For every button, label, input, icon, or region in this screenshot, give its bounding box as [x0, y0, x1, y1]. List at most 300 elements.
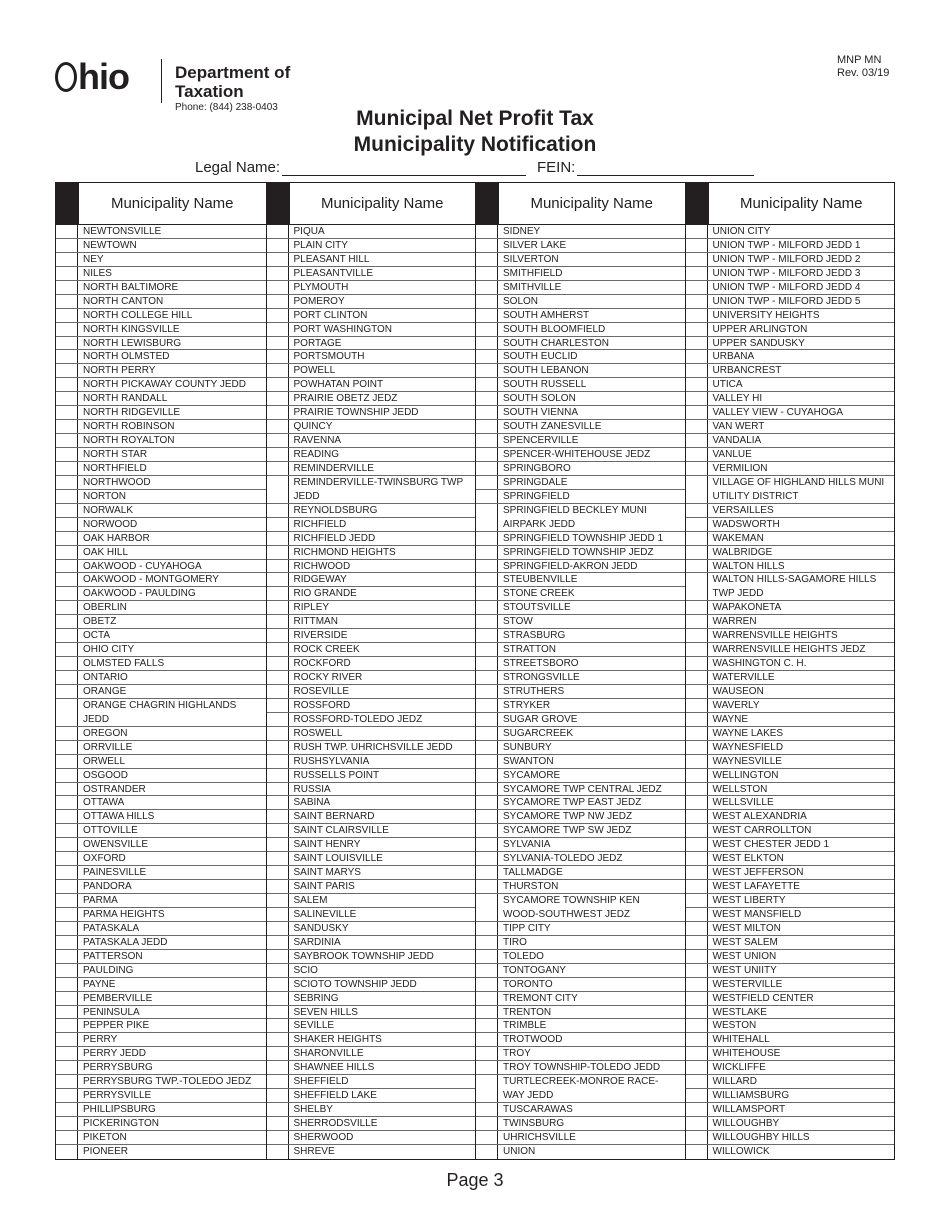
municipality-checkbox[interactable] [686, 281, 708, 294]
municipality-checkbox[interactable] [476, 504, 498, 518]
municipality-checkbox[interactable] [686, 629, 708, 642]
municipality-checkbox[interactable] [476, 490, 498, 503]
municipality-checkbox[interactable] [267, 420, 289, 433]
municipality-checkbox[interactable] [267, 1019, 289, 1032]
municipality-checkbox[interactable] [476, 1006, 498, 1019]
municipality-checkbox[interactable] [476, 309, 498, 322]
municipality-checkbox[interactable] [476, 239, 498, 252]
table-row [267, 1019, 476, 1033]
municipality-checkbox[interactable] [686, 350, 708, 363]
municipality-checkbox[interactable] [267, 1103, 289, 1116]
municipality-checkbox[interactable] [267, 378, 289, 391]
municipality-checkbox[interactable] [56, 992, 78, 1005]
municipality-checkbox[interactable] [56, 741, 78, 754]
municipality-checkbox[interactable] [476, 1061, 498, 1074]
municipality-checkbox[interactable] [56, 601, 78, 614]
municipality-checkbox[interactable] [56, 685, 78, 698]
municipality-checkbox[interactable] [686, 866, 708, 879]
municipality-checkbox[interactable] [686, 699, 708, 712]
municipality-checkbox[interactable] [267, 392, 289, 405]
municipality-checkbox[interactable] [56, 476, 78, 489]
municipality-checkbox[interactable] [476, 755, 498, 768]
municipality-checkbox[interactable] [686, 1047, 708, 1060]
municipality-checkbox[interactable] [686, 992, 708, 1005]
municipality-checkbox[interactable] [476, 727, 498, 740]
municipality-checkbox[interactable] [476, 350, 498, 363]
municipality-checkbox[interactable] [267, 964, 289, 977]
municipality-checkbox[interactable] [476, 741, 498, 754]
municipality-checkbox[interactable] [56, 755, 78, 768]
municipality-checkbox[interactable] [476, 532, 498, 545]
municipality-checkbox[interactable] [476, 281, 498, 294]
municipality-checkbox[interactable] [267, 337, 289, 350]
municipality-checkbox[interactable] [686, 824, 708, 837]
municipality-checkbox[interactable] [267, 741, 289, 754]
municipality-checkbox[interactable] [267, 1061, 289, 1074]
municipality-checkbox[interactable] [267, 1075, 289, 1088]
municipality-checkbox[interactable] [56, 239, 78, 252]
municipality-checkbox[interactable] [686, 295, 708, 308]
municipality-checkbox[interactable] [267, 769, 289, 782]
municipality-checkbox[interactable] [476, 657, 498, 670]
municipality-checkbox[interactable] [476, 546, 498, 559]
municipality-checkbox[interactable] [267, 950, 289, 963]
municipality-checkbox[interactable] [267, 755, 289, 768]
municipality-checkbox[interactable] [56, 1047, 78, 1060]
municipality-checkbox[interactable] [476, 783, 498, 796]
municipality-checkbox[interactable] [56, 838, 78, 851]
municipality-checkbox[interactable] [56, 1103, 78, 1116]
municipality-checkbox[interactable] [56, 253, 78, 266]
municipality-checkbox[interactable] [267, 685, 289, 698]
municipality-name: NORTH RANDALL [83, 393, 168, 405]
municipality-checkbox[interactable] [56, 337, 78, 350]
municipality-checkbox[interactable] [476, 1019, 498, 1032]
municipality-name: OLMSTED FALLS [83, 658, 165, 670]
municipality-checkbox[interactable] [267, 601, 289, 614]
municipality-checkbox[interactable] [267, 1047, 289, 1060]
municipality-checkbox[interactable] [56, 810, 78, 823]
municipality-checkbox[interactable] [267, 1089, 289, 1102]
municipality-checkbox[interactable] [476, 964, 498, 977]
municipality-checkbox[interactable] [476, 894, 498, 908]
municipality-checkbox[interactable] [686, 239, 708, 252]
municipality-checkbox[interactable] [686, 546, 708, 559]
municipality-checkbox[interactable] [56, 587, 78, 600]
municipality-checkbox[interactable] [476, 978, 498, 991]
table-row [56, 267, 266, 281]
municipality-checkbox[interactable] [476, 1117, 498, 1130]
municipality-checkbox[interactable] [267, 866, 289, 879]
municipality-checkbox[interactable] [267, 1145, 289, 1159]
municipality-checkbox[interactable] [56, 406, 78, 419]
municipality-checkbox[interactable] [267, 225, 289, 238]
municipality-checkbox[interactable] [476, 420, 498, 433]
municipality-checkbox[interactable] [686, 518, 708, 531]
legal-name-field [195, 159, 526, 176]
municipality-name: STRYKER [503, 699, 551, 711]
municipality-checkbox[interactable] [686, 936, 708, 949]
municipality-checkbox[interactable] [267, 462, 289, 475]
municipality-checkbox[interactable] [686, 657, 708, 670]
municipality-checkbox[interactable] [686, 852, 708, 865]
municipality-checkbox[interactable] [56, 392, 78, 405]
municipality-checkbox[interactable] [686, 769, 708, 782]
municipality-checkbox[interactable] [267, 518, 289, 531]
municipality-checkbox[interactable] [686, 643, 708, 656]
municipality-checkbox[interactable] [476, 824, 498, 837]
municipality-checkbox[interactable] [686, 337, 708, 350]
municipality-checkbox[interactable] [476, 713, 498, 726]
municipality-checkbox[interactable] [56, 560, 78, 573]
municipality-checkbox[interactable] [476, 796, 498, 809]
municipality-checkbox[interactable] [686, 894, 708, 907]
municipality-checkbox[interactable] [56, 783, 78, 796]
municipality-checkbox[interactable] [476, 671, 498, 684]
municipality-checkbox[interactable] [686, 1145, 708, 1159]
municipality-checkbox[interactable] [267, 309, 289, 322]
municipality-checkbox[interactable] [686, 950, 708, 963]
municipality-checkbox[interactable] [476, 992, 498, 1005]
municipality-checkbox[interactable] [267, 1117, 289, 1130]
municipality-checkbox[interactable] [267, 615, 289, 628]
municipality-checkbox[interactable] [56, 769, 78, 782]
municipality-checkbox[interactable] [686, 1117, 708, 1130]
municipality-checkbox[interactable] [476, 225, 498, 238]
municipality-checkbox[interactable] [476, 378, 498, 391]
municipality-checkbox[interactable] [476, 615, 498, 628]
municipality-checkbox[interactable] [56, 922, 78, 935]
municipality-checkbox[interactable] [56, 1019, 78, 1032]
table-row [56, 1145, 266, 1159]
municipality-checkbox[interactable] [686, 1131, 708, 1144]
municipality-name: WELLINGTON [712, 769, 779, 781]
municipality-checkbox[interactable] [476, 406, 498, 419]
table-row [476, 392, 685, 406]
municipality-checkbox[interactable] [476, 1131, 498, 1144]
table-row [686, 267, 895, 281]
municipality-checkbox[interactable] [267, 281, 289, 294]
municipality-checkbox[interactable] [56, 309, 78, 322]
municipality-checkbox[interactable] [686, 755, 708, 768]
municipality-checkbox[interactable] [56, 936, 78, 949]
municipality-checkbox[interactable] [267, 267, 289, 280]
municipality-checkbox[interactable] [476, 852, 498, 865]
municipality-checkbox[interactable] [267, 323, 289, 336]
municipality-checkbox[interactable] [56, 796, 78, 809]
municipality-name: RICHMOND HEIGHTS [293, 546, 396, 558]
municipality-checkbox[interactable] [56, 573, 78, 586]
municipality-checkbox[interactable] [267, 894, 289, 907]
municipality-checkbox[interactable] [267, 239, 289, 252]
municipality-checkbox[interactable] [686, 1006, 708, 1019]
municipality-checkbox[interactable] [686, 1089, 708, 1102]
municipality-checkbox[interactable] [56, 420, 78, 433]
municipality-checkbox[interactable] [267, 448, 289, 461]
municipality-checkbox[interactable] [686, 978, 708, 991]
municipality-checkbox[interactable] [267, 796, 289, 809]
municipality-checkbox[interactable] [56, 462, 78, 475]
municipality-checkbox[interactable] [56, 295, 78, 308]
municipality-checkbox[interactable] [476, 267, 498, 280]
municipality-checkbox[interactable] [476, 392, 498, 405]
municipality-checkbox[interactable] [476, 560, 498, 573]
table-row [686, 796, 895, 810]
municipality-checkbox[interactable] [476, 1103, 498, 1116]
municipality-checkbox[interactable] [56, 504, 78, 517]
municipality-checkbox[interactable] [686, 810, 708, 823]
municipality-checkbox[interactable] [56, 1131, 78, 1144]
municipality-checkbox[interactable] [56, 1075, 78, 1088]
municipality-checkbox[interactable] [686, 532, 708, 545]
municipality-checkbox [267, 490, 289, 503]
municipality-checkbox[interactable] [56, 629, 78, 642]
municipality-checkbox[interactable] [267, 1006, 289, 1019]
municipality-checkbox[interactable] [56, 880, 78, 893]
table-row [686, 727, 895, 741]
table-row [267, 727, 476, 741]
table-row [56, 1075, 266, 1089]
municipality-checkbox[interactable] [56, 866, 78, 879]
municipality-checkbox[interactable] [686, 908, 708, 921]
municipality-checkbox[interactable] [267, 713, 289, 726]
municipality-checkbox[interactable] [56, 1089, 78, 1102]
municipality-checkbox[interactable] [56, 434, 78, 447]
municipality-checkbox[interactable] [56, 225, 78, 238]
municipality-checkbox[interactable] [56, 615, 78, 628]
municipality-checkbox[interactable] [686, 964, 708, 977]
municipality-checkbox[interactable] [686, 922, 708, 935]
municipality-checkbox[interactable] [686, 1061, 708, 1074]
municipality-checkbox[interactable] [686, 796, 708, 809]
municipality-checkbox[interactable] [267, 504, 289, 517]
municipality-name: RICHWOOD [293, 560, 351, 572]
municipality-checkbox[interactable] [686, 1033, 708, 1046]
municipality-checkbox[interactable] [686, 880, 708, 893]
municipality-checkbox[interactable] [686, 1103, 708, 1116]
municipality-checkbox[interactable] [686, 267, 708, 280]
municipality-checkbox[interactable] [476, 866, 498, 879]
municipality-checkbox[interactable] [267, 838, 289, 851]
legal-name-input[interactable] [282, 160, 526, 176]
municipality-name: PERRYSVILLE [83, 1090, 152, 1102]
municipality-checkbox[interactable] [56, 657, 78, 670]
municipality-name: ONTARIO [83, 672, 128, 683]
municipality-checkbox[interactable] [56, 490, 78, 503]
municipality-checkbox[interactable] [686, 420, 708, 433]
municipality-checkbox[interactable] [476, 601, 498, 614]
municipality-checkbox[interactable] [476, 448, 498, 461]
municipality-checkbox[interactable] [56, 532, 78, 545]
municipality-checkbox[interactable] [476, 629, 498, 642]
municipality-checkbox[interactable] [56, 378, 78, 391]
municipality-checkbox[interactable] [476, 1033, 498, 1046]
municipality-checkbox[interactable] [56, 699, 78, 713]
municipality-checkbox[interactable] [476, 1047, 498, 1060]
municipality-checkbox[interactable] [56, 546, 78, 559]
municipality-checkbox[interactable] [267, 434, 289, 447]
table-row [267, 364, 476, 378]
municipality-checkbox[interactable] [267, 560, 289, 573]
municipality-checkbox[interactable] [686, 364, 708, 377]
municipality-name: SYCAMORE TOWNSHIP KEN [503, 895, 640, 906]
municipality-checkbox[interactable] [267, 476, 289, 490]
municipality-checkbox[interactable] [267, 978, 289, 991]
municipality-checkbox[interactable] [267, 699, 289, 712]
municipality-checkbox[interactable] [476, 434, 498, 447]
fein-field [537, 159, 754, 176]
municipality-column [56, 183, 266, 1159]
municipality-checkbox[interactable] [476, 573, 498, 586]
municipality-checkbox[interactable] [476, 253, 498, 266]
municipality-checkbox[interactable] [686, 783, 708, 796]
municipality-checkbox[interactable] [476, 838, 498, 851]
table-row [56, 406, 266, 420]
municipality-checkbox[interactable] [476, 936, 498, 949]
municipality-checkbox[interactable] [56, 671, 78, 684]
municipality-checkbox[interactable] [476, 685, 498, 698]
municipality-checkbox[interactable] [476, 295, 498, 308]
municipality-checkbox[interactable] [267, 546, 289, 559]
municipality-checkbox[interactable] [686, 392, 708, 405]
municipality-checkbox[interactable] [267, 657, 289, 670]
municipality-name: PATASKALA JEDD [83, 936, 168, 948]
municipality-checkbox[interactable] [56, 908, 78, 921]
municipality-checkbox[interactable] [686, 1075, 708, 1088]
municipality-name: WILLIAMSBURG [712, 1090, 790, 1102]
municipality-checkbox[interactable] [267, 727, 289, 740]
municipality-name: OHIO CITY [83, 644, 135, 656]
municipality-checkbox[interactable] [476, 950, 498, 963]
municipality-checkbox[interactable] [267, 922, 289, 935]
municipality-checkbox[interactable] [56, 978, 78, 991]
municipality-checkbox[interactable] [686, 615, 708, 628]
municipality-checkbox[interactable] [56, 894, 78, 907]
fein-input[interactable] [577, 160, 754, 176]
municipality-checkbox[interactable] [686, 448, 708, 461]
municipality-checkbox[interactable] [267, 783, 289, 796]
municipality-checkbox[interactable] [267, 810, 289, 823]
municipality-checkbox[interactable] [686, 560, 708, 573]
municipality-name: VANDALIA [712, 435, 762, 447]
municipality-checkbox[interactable] [56, 1061, 78, 1074]
municipality-name: TONTOGANY [503, 964, 566, 976]
municipality-checkbox[interactable] [56, 1033, 78, 1046]
municipality-checkbox[interactable] [56, 964, 78, 977]
municipality-checkbox[interactable] [56, 267, 78, 280]
municipality-checkbox[interactable] [267, 936, 289, 949]
municipality-checkbox[interactable] [476, 810, 498, 823]
municipality-checkbox[interactable] [56, 448, 78, 461]
municipality-checkbox[interactable] [267, 824, 289, 837]
municipality-checkbox[interactable] [686, 573, 708, 587]
table-row [686, 337, 895, 351]
municipality-checkbox[interactable] [267, 1033, 289, 1046]
municipality-checkbox[interactable] [686, 685, 708, 698]
municipality-name: SAINT PARIS [293, 881, 355, 893]
municipality-checkbox[interactable] [267, 629, 289, 642]
municipality-checkbox[interactable] [476, 462, 498, 475]
municipality-checkbox[interactable] [686, 378, 708, 391]
municipality-checkbox[interactable] [476, 476, 498, 489]
municipality-checkbox[interactable] [56, 950, 78, 963]
municipality-checkbox[interactable] [267, 406, 289, 419]
municipality-checkbox[interactable] [686, 504, 708, 517]
municipality-checkbox[interactable] [267, 295, 289, 308]
table-row [56, 964, 266, 978]
municipality-checkbox[interactable] [476, 1145, 498, 1159]
municipality-checkbox[interactable] [476, 769, 498, 782]
municipality-checkbox[interactable] [267, 1131, 289, 1144]
municipality-checkbox[interactable] [476, 587, 498, 600]
municipality-checkbox[interactable] [267, 880, 289, 893]
municipality-name: WATERVILLE [712, 672, 775, 683]
municipality-checkbox[interactable] [476, 643, 498, 656]
municipality-checkbox[interactable] [267, 852, 289, 865]
municipality-checkbox[interactable] [686, 601, 708, 614]
municipality-checkbox[interactable] [476, 337, 498, 350]
municipality-checkbox[interactable] [476, 699, 498, 712]
municipality-checkbox[interactable] [267, 364, 289, 377]
municipality-checkbox[interactable] [56, 824, 78, 837]
municipality-checkbox[interactable] [267, 643, 289, 656]
municipality-checkbox[interactable] [56, 350, 78, 363]
municipality-checkbox[interactable] [56, 1006, 78, 1019]
table-row [476, 546, 685, 560]
municipality-checkbox[interactable] [476, 364, 498, 377]
municipality-checkbox[interactable] [56, 1117, 78, 1130]
municipality-checkbox[interactable] [686, 838, 708, 851]
municipality-checkbox[interactable] [267, 532, 289, 545]
municipality-checkbox[interactable] [267, 587, 289, 600]
municipality-checkbox[interactable] [476, 922, 498, 935]
municipality-checkbox[interactable] [267, 671, 289, 684]
municipality-checkbox[interactable] [267, 908, 289, 921]
municipality-checkbox[interactable] [476, 323, 498, 336]
municipality-checkbox[interactable] [267, 573, 289, 586]
municipality-checkbox[interactable] [686, 309, 708, 322]
municipality-checkbox[interactable] [476, 1075, 498, 1089]
municipality-checkbox[interactable] [686, 225, 708, 238]
municipality-checkbox[interactable] [267, 350, 289, 363]
municipality-checkbox[interactable] [56, 727, 78, 740]
municipality-checkbox[interactable] [686, 476, 708, 490]
municipality-checkbox[interactable] [56, 364, 78, 377]
municipality-checkbox[interactable] [56, 1145, 78, 1159]
municipality-checkbox[interactable] [686, 1019, 708, 1032]
municipality-checkbox[interactable] [686, 727, 708, 740]
table-row [267, 406, 476, 420]
municipality-checkbox[interactable] [686, 713, 708, 726]
table-row [267, 824, 476, 838]
municipality-checkbox[interactable] [686, 253, 708, 266]
municipality-checkbox[interactable] [267, 253, 289, 266]
municipality-checkbox[interactable] [686, 406, 708, 419]
municipality-checkbox[interactable] [476, 880, 498, 893]
municipality-checkbox[interactable] [686, 671, 708, 684]
municipality-checkbox[interactable] [56, 323, 78, 336]
municipality-checkbox[interactable] [56, 518, 78, 531]
municipality-checkbox[interactable] [686, 323, 708, 336]
municipality-checkbox[interactable] [56, 852, 78, 865]
municipality-checkbox[interactable] [56, 281, 78, 294]
municipality-checkbox[interactable] [686, 741, 708, 754]
municipality-checkbox[interactable] [267, 992, 289, 1005]
table-row [476, 560, 685, 574]
municipality-checkbox[interactable] [56, 643, 78, 656]
municipality-checkbox[interactable] [686, 462, 708, 475]
municipality-checkbox[interactable] [686, 434, 708, 447]
